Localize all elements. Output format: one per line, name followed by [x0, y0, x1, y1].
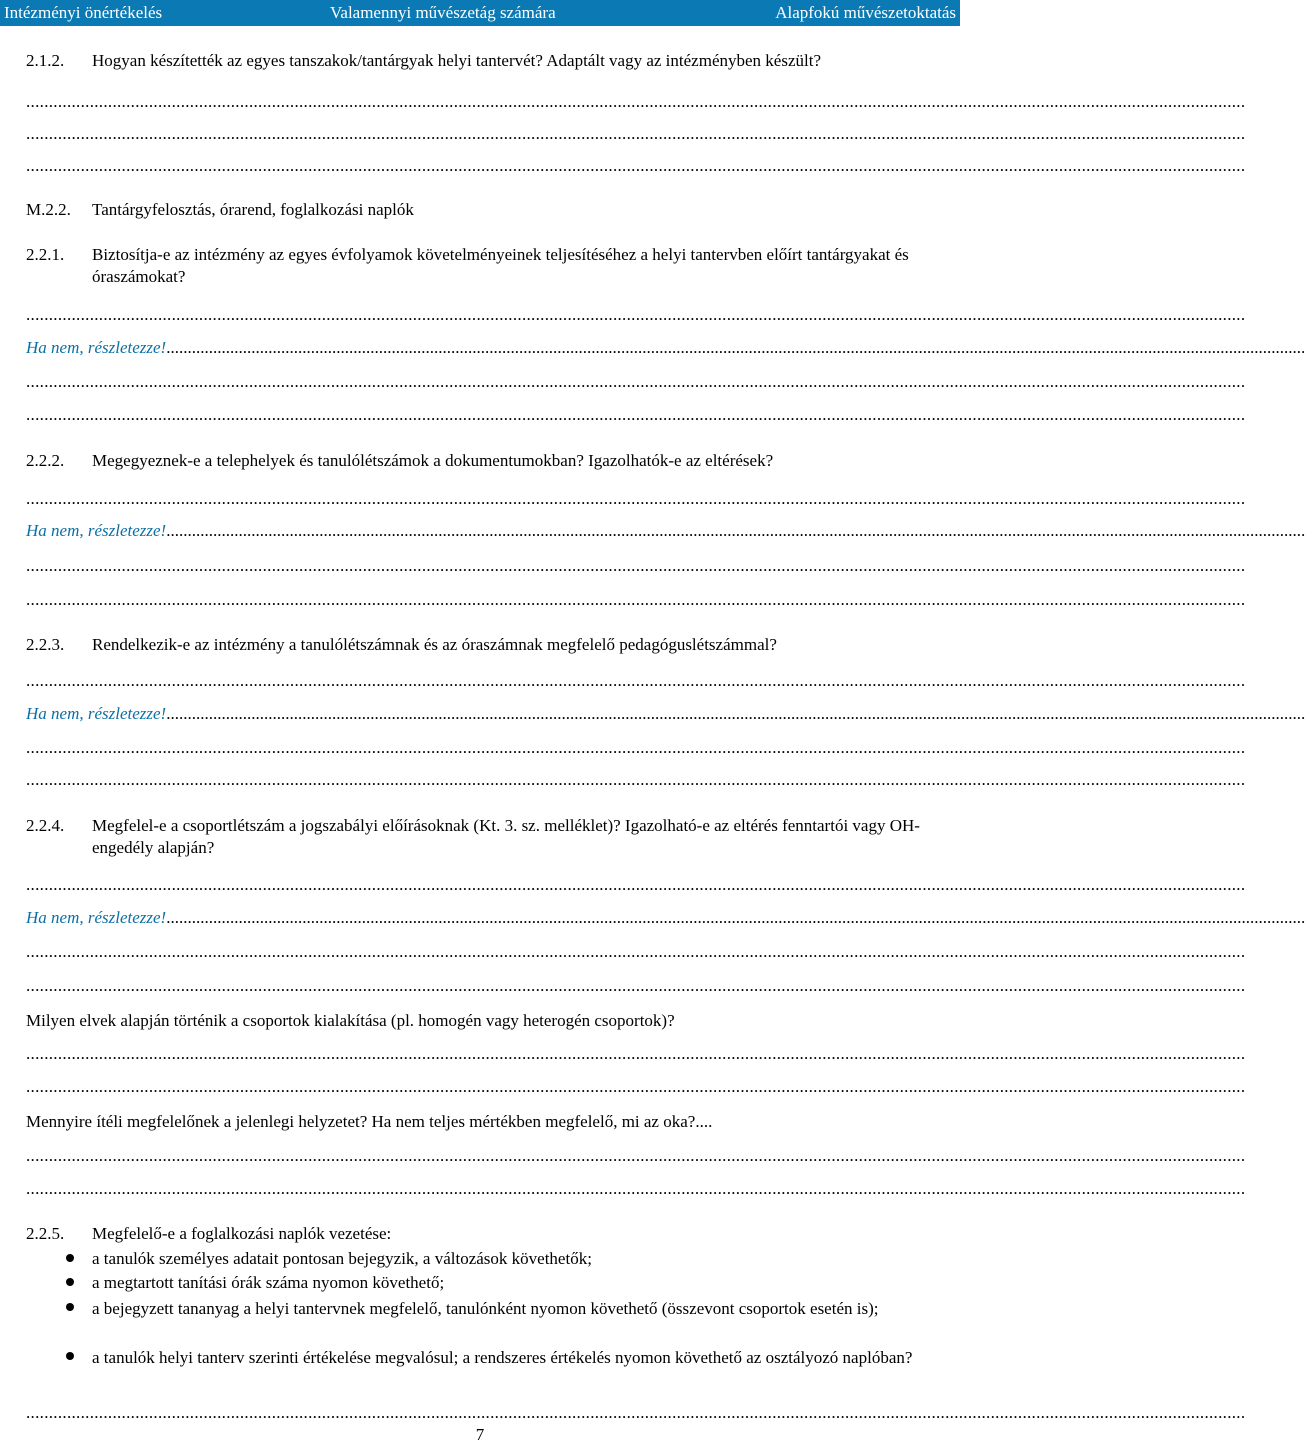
answer-line[interactable]: ............................................................................................................................................................................................................................................................................ — [26, 156, 1246, 175]
answer-line[interactable]: ............................................................................................................................................................................................................................................................................ — [26, 1403, 1246, 1422]
answer-line[interactable]: ............................................................................................................................................................................................................................................................................ — [26, 590, 1246, 609]
bullet-item: a tanulók helyi tanterv szerinti értékelése megvalósul; a rendszeres értékelés nyomon követhető az osztályozó naplóban? — [92, 1348, 913, 1367]
question-line — [26, 1111, 942, 1132]
bullet-icon — [66, 1254, 74, 1262]
answer-fill[interactable]: .... — [695, 1112, 713, 1131]
question-text: Megegyeznek-e a telephelyek és tanulólétszámok a dokumentumokban? Igazolhatók-e az eltérések? — [92, 451, 774, 470]
question-number: 2.2.4. — [26, 816, 65, 835]
header-left: Intézményi önértékelés — [4, 3, 163, 22]
question-number: 2.2.2. — [26, 451, 65, 470]
answer-line[interactable]: ............................................................................................................................................................................................................................................................................ — [26, 124, 1246, 143]
question-number: 2.2.1. — [26, 245, 65, 264]
answer-line[interactable]: ............................................................................................................................................................................................................................................................................ — [26, 372, 1246, 391]
bullet-icon — [66, 1352, 74, 1360]
bullet-item: a megtartott tanítási órák száma nyomon követhető; — [92, 1273, 445, 1292]
bullet-item: a tanulók személyes adatait pontosan bejegyzik, a változások követhetők; — [92, 1249, 592, 1268]
page-header — [0, 0, 960, 26]
answer-fill: ............................................................................................................................................................................................................................................................................ — [166, 338, 1305, 357]
question-text: Biztosítja-e az intézmény az egyes évfolyamok követelményeinek teljesítéséhez a helyi tantervben előírt tantárgyakat és óraszámokat? — [92, 245, 909, 286]
bullet-icon — [66, 1303, 74, 1311]
page-number: 7 — [475, 1425, 485, 1444]
question-number: 2.2.3. — [26, 635, 65, 654]
answer-line[interactable]: ............................................................................................................................................................................................................................................................................ — [26, 1044, 1246, 1063]
detail-prompt: Ha nem, részletezze! — [26, 521, 167, 540]
detail-prompt-line[interactable] — [26, 907, 1305, 928]
header-center: Valamennyi művészetág számára — [330, 3, 556, 22]
detail-prompt-line[interactable] — [26, 520, 1305, 541]
detail-prompt: Ha nem, részletezze! — [26, 704, 167, 723]
question-text: Megfelelő-e a foglalkozási naplók vezetése: — [92, 1224, 392, 1243]
bullet-item: a bejegyzett tananyag a helyi tantervnek megfelelő, tanulónként nyomon követhető (összevont csoportok esetén is); — [92, 1299, 879, 1318]
question-text: Mennyire ítéli megfelelőnek a jelenlegi helyzetet? Ha nem teljes mértékben megfelelő, mi az oka? — [26, 1112, 696, 1131]
question-number: 2.2.5. — [26, 1224, 65, 1243]
answer-fill: ............................................................................................................................................................................................................................................................................ — [166, 704, 1305, 723]
answer-line[interactable]: ............................................................................................................................................................................................................................................................................ — [26, 1179, 1246, 1198]
answer-line[interactable]: ............................................................................................................................................................................................................................................................................ — [26, 738, 1246, 757]
bullet-icon — [66, 1278, 74, 1286]
section-number: M.2.2. — [26, 200, 71, 219]
question-text: Megfelel-e a csoportlétszám a jogszabályi előírásoknak (Kt. 3. sz. melléklet)? Igazolható-e az eltérés fenntartói vagy OH-engedély alapján? — [92, 816, 920, 857]
answer-line[interactable]: ............................................................................................................................................................................................................................................................................ — [26, 671, 1246, 690]
question-text: Hogyan készítették az egyes tanszakok/tantárgyak helyi tantervét? Adaptált vagy az intézményben készült? — [92, 51, 821, 70]
answer-line[interactable]: ............................................................................................................................................................................................................................................................................ — [26, 405, 1246, 424]
header-right: Alapfokú művészetoktatás — [775, 3, 956, 22]
answer-line[interactable]: ............................................................................................................................................................................................................................................................................ — [26, 556, 1246, 575]
answer-fill: ............................................................................................................................................................................................................................................................................ — [166, 521, 1305, 540]
detail-prompt-line[interactable] — [26, 337, 1305, 358]
detail-prompt: Ha nem, részletezze! — [26, 338, 167, 357]
answer-line[interactable]: ............................................................................................................................................................................................................................................................................ — [26, 770, 1246, 789]
answer-line[interactable]: ............................................................................................................................................................................................................................................................................ — [26, 942, 1246, 961]
question-text: Rendelkezik-e az intézmény a tanulólétszámnak és az óraszámnak megfelelő pedagóguslétszámmal? — [92, 635, 777, 654]
answer-line[interactable]: ............................................................................................................................................................................................................................................................................ — [26, 92, 1246, 111]
answer-line[interactable]: ............................................................................................................................................................................................................................................................................ — [26, 1146, 1246, 1165]
answer-fill: ............................................................................................................................................................................................................................................................................ — [166, 908, 1305, 927]
answer-line[interactable]: ............................................................................................................................................................................................................................................................................ — [26, 489, 1246, 508]
detail-prompt: Ha nem, részletezze! — [26, 908, 167, 927]
section-title: Tantárgyfelosztás, órarend, foglalkozási naplók — [92, 200, 414, 219]
answer-line[interactable]: ............................................................................................................................................................................................................................................................................ — [26, 875, 1246, 894]
detail-prompt-line[interactable] — [26, 703, 1305, 724]
question-number: 2.1.2. — [26, 51, 65, 70]
question-text: Milyen elvek alapján történik a csoportok kialakítása (pl. homogén vagy heterogén csoportok)? — [26, 1011, 675, 1030]
answer-line[interactable]: ............................................................................................................................................................................................................................................................................ — [26, 976, 1246, 995]
answer-line[interactable]: ............................................................................................................................................................................................................................................................................ — [26, 305, 1246, 324]
answer-line[interactable]: ............................................................................................................................................................................................................................................................................ — [26, 1077, 1246, 1096]
